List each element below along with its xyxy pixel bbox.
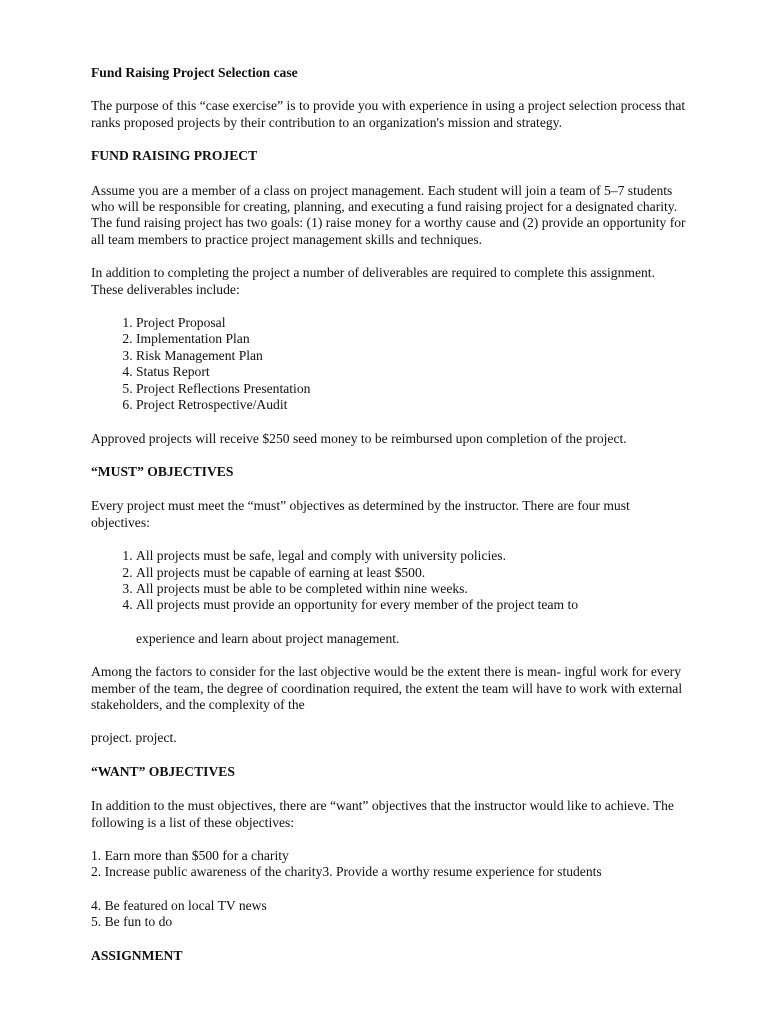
document-title: Fund Raising Project Selection case <box>91 65 298 80</box>
list-item: 2. Implementation Plan <box>136 331 688 347</box>
assignment-heading: ASSIGNMENT <box>91 947 183 963</box>
factors-paragraph: Among the factors to consider for the last objective would be the extent there is mean- ingful work for every member of the team, the degree of coordination required, the extent the team will have to work with external stakeholders, and the complexity of the <box>91 664 683 712</box>
list-item: 4. Status Report <box>136 364 688 380</box>
seed-money-paragraph: Approved projects will receive $250 seed money to be reimbursed upon completion of the project. <box>91 430 627 446</box>
fund-raising-paragraph: Assume you are a member of a class on project management. Each student will join a team of 5–7 students who will be responsible for creating, planning, and executing a fund raising project for a designated charity. The fund raising project has two goals: (1) raise money for a worthy cause and (2) provide an opportunity for all team members to practice project management skills and techniques. <box>91 182 686 247</box>
want-objectives-group-1 <box>91 848 688 881</box>
want-objectives-group-2 <box>91 898 688 931</box>
list-item: 1. Earn more than $500 for a charity <box>91 848 289 863</box>
must-objectives-list <box>91 548 688 614</box>
must-objectives-paragraph: Every project must meet the “must” objectives as determined by the instructor. There are four must objectives: <box>91 498 630 530</box>
list-item: 4. Be featured on local TV news <box>91 897 267 913</box>
list-item: 3. Risk Management Plan <box>136 348 688 364</box>
objective-continuation: experience and learn about project management. <box>136 630 400 646</box>
list-item: 6. Project Retrospective/Audit <box>136 397 688 413</box>
intro-paragraph: The purpose of this “case exercise” is to provide you with experience in using a project selection process that ranks proposed projects by their contribution to an organization's mission and strategy. <box>91 98 686 130</box>
list-item: 1. Project Proposal <box>136 315 688 331</box>
must-objectives-heading: “MUST” OBJECTIVES <box>91 463 234 479</box>
list-item: 4. All projects must provide an opportunity for every member of the project team to <box>136 597 688 613</box>
list-item: 3. All projects must be able to be completed within nine weeks. <box>136 581 688 597</box>
want-objectives-heading: “WANT” OBJECTIVES <box>91 763 235 779</box>
list-item: 5. Be fun to do <box>91 914 173 930</box>
list-item: 2. Increase public awareness of the charity3. Provide a worthy resume experience for students <box>91 864 602 880</box>
fund-raising-heading: FUND RAISING PROJECT <box>91 148 258 164</box>
deliverables-list <box>91 315 688 413</box>
list-item: 1. All projects must be safe, legal and comply with university policies. <box>136 548 688 564</box>
want-objectives-paragraph: In addition to the must objectives, there are “want” objectives that the instructor would like to achieve. The following is a list of these objectives: <box>91 798 674 830</box>
project-fragment: project. project. <box>91 730 177 746</box>
list-item: 2. All projects must be capable of earning at least $500. <box>136 565 688 581</box>
deliverables-intro-paragraph: In addition to completing the project a number of deliverables are required to complete this assignment. These deliverables include: <box>91 265 655 297</box>
list-item: 5. Project Reflections Presentation <box>136 381 688 397</box>
